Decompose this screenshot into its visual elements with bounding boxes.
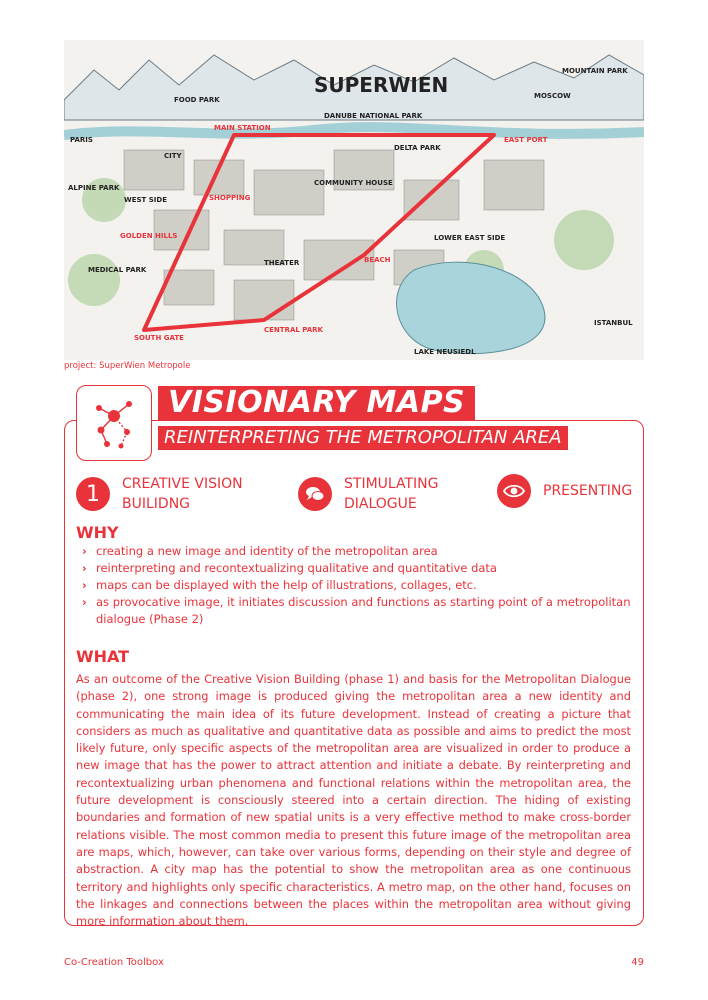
- map-label: DELTA PARK: [394, 144, 441, 152]
- map-label: COMMUNITY HOUSE: [314, 179, 393, 187]
- list-item: › reinterpreting and recontextualizing qualitative and quantitative data: [82, 560, 637, 577]
- step-stimulating-dialogue: [298, 474, 439, 514]
- list-item: › creating a new image and identity of the metropolitan area: [82, 543, 637, 560]
- step-label-line: BUILIDNG: [122, 496, 191, 512]
- number-one-icon: 1: [76, 477, 110, 511]
- map-label: CENTRAL PARK: [264, 326, 323, 334]
- page-subtitle: REINTERPRETING THE METROPOLITAN AREA: [158, 426, 568, 450]
- eye-icon: [497, 474, 531, 508]
- network-icon: [77, 386, 151, 460]
- step-presenting: [497, 474, 632, 508]
- map-label: CITY: [164, 152, 182, 160]
- why-heading: WHY: [76, 523, 119, 542]
- what-heading: WHAT: [76, 647, 130, 666]
- map-label: MOUNTAIN PARK: [562, 67, 628, 75]
- map-label: MOSCOW: [534, 92, 571, 100]
- step-label-line: CREATIVE VISION: [122, 476, 243, 492]
- map-label: MEDICAL PARK: [88, 266, 147, 274]
- list-item: › as provocative image, it initiates discussion and functions as starting point of a metropolitan dialogue (Phase 2): [82, 594, 637, 628]
- superwien-map-illustration: [64, 40, 644, 360]
- page-number: 49: [631, 957, 644, 968]
- map-label: DANUBE NATIONAL PARK: [324, 112, 423, 120]
- map-label: EAST PORT: [504, 136, 548, 144]
- map-label: LOWER EAST SIDE: [434, 234, 506, 242]
- speech-bubbles-icon: [298, 477, 332, 511]
- map-label: MAIN STATION: [214, 124, 271, 132]
- step-label-line: PRESENTING: [543, 483, 633, 499]
- map-label: ALPINE PARK: [68, 184, 120, 192]
- step-label-line: STIMULATING: [344, 476, 439, 492]
- map-label: SOUTH GATE: [134, 334, 184, 342]
- footer-publication: Co-Creation Toolbox: [64, 957, 164, 968]
- map-label: GOLDEN HILLS: [120, 232, 178, 240]
- why-list: [82, 543, 637, 628]
- map-label: PARIS: [70, 136, 93, 144]
- map-title: SUPERWIEN: [314, 73, 449, 97]
- step-creative-vision: [76, 474, 243, 514]
- map-label: BEACH: [364, 256, 391, 264]
- method-logo: [76, 385, 152, 461]
- step-label-line: DIALOGUE: [344, 496, 417, 512]
- map-label: SHOPPING: [209, 194, 251, 202]
- map-label: LAKE NEUSIEDL: [414, 348, 476, 356]
- image-caption: project: SuperWien Metropole: [64, 361, 191, 371]
- list-item: › maps can be displayed with the help of illustrations, collages, etc.: [82, 577, 637, 594]
- map-label: ISTANBUL: [594, 319, 633, 327]
- page-title: VISIONARY MAPS: [158, 386, 475, 420]
- what-paragraph: As an outcome of the Creative Vision Building (phase 1) and basis for the Metropolitan Dialogue (phase 2), one strong image is produced giving the metropolitan area a new identity and communicating the main idea of its future development. Instead of creating a picture that considers as much as qualitative and quantitative data as possible and aims to predict the most likely future, only specific aspects of the metropolitan area are visualized in order to produce a new image that has the power to attract attention and initiate a debate. By reinterpreting and recontextualizing urban phenomena and functional relations within the metropolitan area, the future development is consciously steered into a certain direction. The hiding of existing boundaries and formation of new spatial units is a very effective method to make cross-border relations visible. The most common media to present this future image of the metropolitan area are maps, which, however, can take over various forms, depending on their style and degree of abstraction. A city map has the potential to show the metropolitan area as one continuous territory and highlights only specific characteristics. A metro map, on the other hand, focuses on the linkages and connections between the places within the metropolitan area without giving more information about them.: [76, 672, 631, 929]
- map-label: FOOD PARK: [174, 96, 220, 104]
- map-label: THEATER: [264, 259, 300, 267]
- map-label: WEST SIDE: [124, 196, 167, 204]
